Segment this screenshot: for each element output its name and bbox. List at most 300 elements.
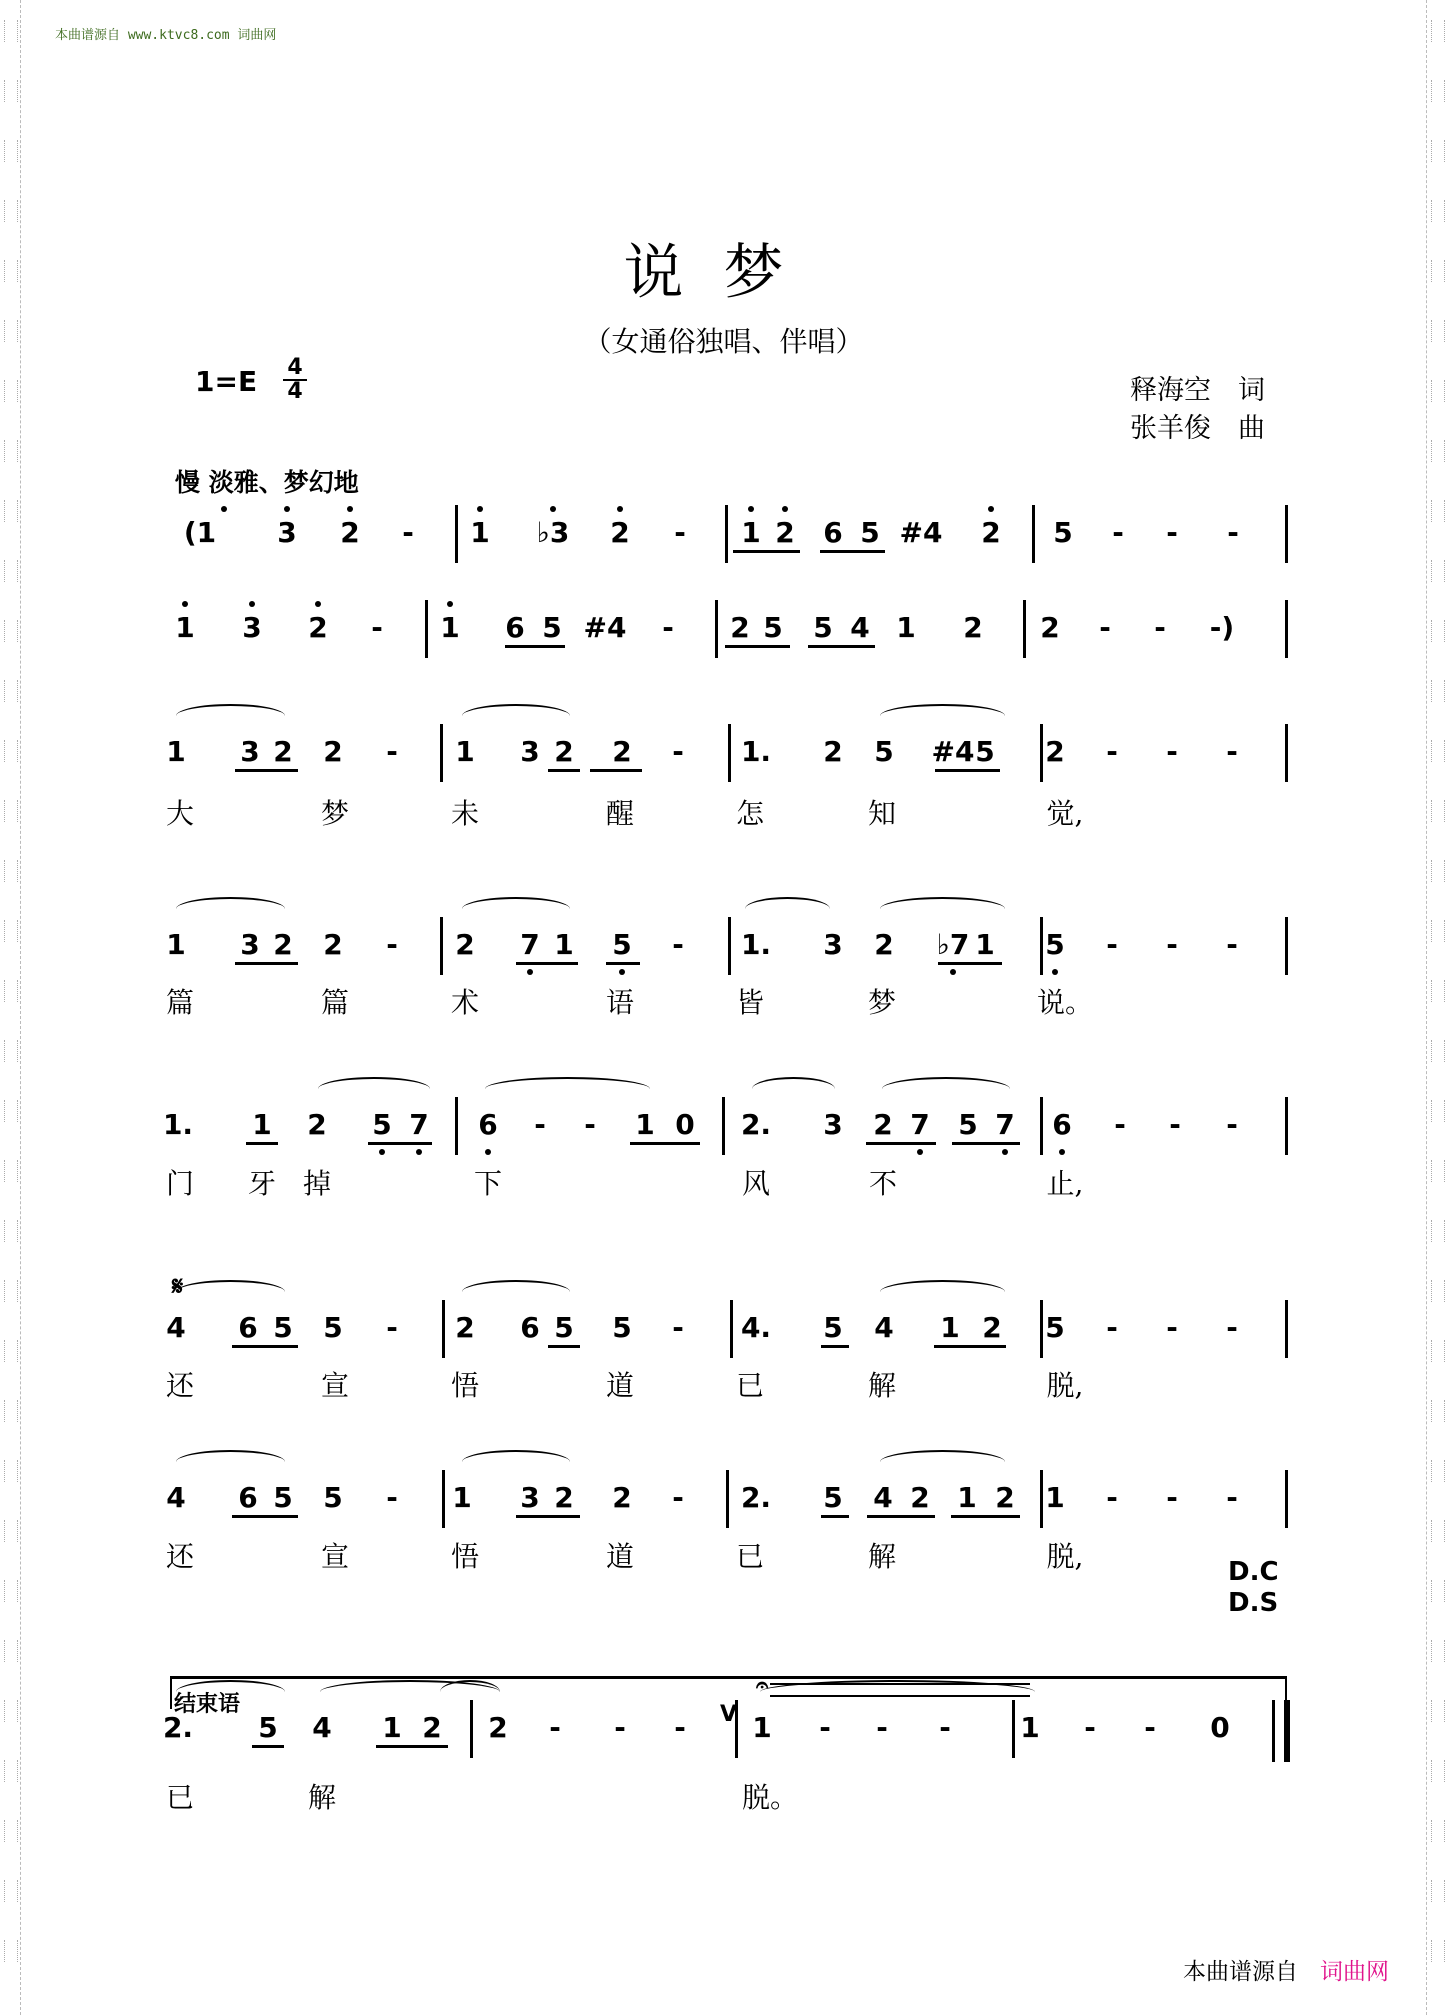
- key-signature: 1=E: [195, 365, 258, 398]
- fermata-sign: 𝄐: [756, 1673, 769, 1698]
- eighth-underline: [232, 1345, 298, 1348]
- lyric: 觉,: [1046, 797, 1084, 830]
- song-subtitle: （女通俗独唱、伴唱）: [583, 325, 864, 358]
- eighth-underline: [867, 1515, 935, 1518]
- note: 5: [542, 611, 562, 644]
- note: 5: [273, 1481, 293, 1514]
- lyric: 宣: [320, 1540, 350, 1573]
- note: 1: [175, 611, 195, 644]
- segno-sign: 𝄋: [172, 1272, 184, 1302]
- octave-dot-high: [782, 506, 788, 512]
- octave-dot-high: [284, 506, 290, 512]
- lyric: 还: [165, 1540, 195, 1573]
- lyric: 已: [735, 1369, 765, 1402]
- note: 2: [323, 735, 343, 768]
- note: 1: [440, 611, 460, 644]
- eighth-underline: [246, 1142, 278, 1145]
- note: 5: [975, 735, 995, 768]
- barline: [1285, 1300, 1288, 1358]
- note: 2: [273, 735, 293, 768]
- slur: [485, 1077, 650, 1101]
- note: -: [402, 516, 414, 549]
- note: ♭7: [936, 928, 970, 961]
- note: 2: [273, 928, 293, 961]
- eighth-underline: [548, 1345, 580, 1348]
- eighth-underline: [232, 1515, 298, 1518]
- octave-dot-low: [1052, 969, 1058, 975]
- note: -): [1209, 611, 1235, 644]
- lyric: 大: [165, 797, 195, 830]
- dc-marking: D.C: [1228, 1557, 1279, 1587]
- octave-dot-low: [379, 1149, 385, 1155]
- note: -: [1169, 1108, 1181, 1141]
- barline: [1040, 1470, 1043, 1528]
- barline: [1285, 505, 1288, 563]
- note: 1.: [740, 928, 772, 961]
- note: 1: [752, 1711, 772, 1744]
- eighth-underline: [235, 769, 298, 772]
- slur: [880, 704, 1005, 728]
- lyric: 术: [450, 986, 480, 1019]
- note: 2.: [740, 1481, 772, 1514]
- note: 5: [823, 1311, 843, 1344]
- barline: [455, 1097, 458, 1155]
- note: 5: [1045, 1311, 1065, 1344]
- note: 2: [612, 1481, 632, 1514]
- octave-dot-high: [988, 506, 994, 512]
- note: 5: [958, 1108, 978, 1141]
- song-title: 说梦: [623, 238, 824, 308]
- note: -: [1166, 516, 1178, 549]
- note: 1: [940, 1311, 960, 1344]
- note: 6: [1052, 1108, 1072, 1141]
- barline: [715, 600, 718, 658]
- note: 4: [850, 611, 870, 644]
- octave-dot-high: [182, 601, 188, 607]
- lyric: 篇: [320, 986, 350, 1019]
- note: 4: [873, 1481, 893, 1514]
- octave-dot-high: [477, 506, 483, 512]
- eighth-underline: [548, 769, 580, 772]
- lyric: 还: [165, 1369, 195, 1402]
- octave-dot-low: [1002, 1149, 1008, 1155]
- note: -: [1106, 735, 1118, 768]
- octave-dot-low: [917, 1149, 923, 1155]
- note: -: [386, 1481, 398, 1514]
- note: -: [1154, 611, 1166, 644]
- barline: [440, 724, 443, 782]
- breath-mark: V: [720, 1702, 738, 1727]
- eighth-underline: [368, 1142, 432, 1145]
- note: 2: [981, 516, 1001, 549]
- note: -: [1226, 1311, 1238, 1344]
- note: 4: [874, 1311, 894, 1344]
- note: 7: [910, 1108, 930, 1141]
- barline: [1023, 600, 1026, 658]
- note: 2: [308, 611, 328, 644]
- lyric: 道: [605, 1369, 635, 1402]
- eighth-underline: [516, 1515, 580, 1518]
- barline: [1285, 1097, 1288, 1155]
- note: -: [386, 928, 398, 961]
- note: -: [549, 1711, 561, 1744]
- barline: [1285, 917, 1288, 975]
- note: -: [1106, 1311, 1118, 1344]
- note: 2: [340, 516, 360, 549]
- note: 1: [635, 1108, 655, 1141]
- slur: [462, 1450, 570, 1474]
- barline: [728, 917, 731, 975]
- eighth-underline: [252, 1745, 284, 1748]
- slur: [176, 704, 285, 728]
- note: 6: [238, 1481, 258, 1514]
- slur: [462, 897, 570, 921]
- lyric: 解: [867, 1540, 897, 1573]
- note: 2: [730, 611, 750, 644]
- note: 2: [1045, 735, 1065, 768]
- note: #4: [931, 735, 975, 768]
- lyric: 门: [165, 1167, 195, 1200]
- note: 3: [240, 928, 260, 961]
- lyric: 悟: [450, 1369, 480, 1402]
- note: 1: [741, 516, 761, 549]
- octave-dot-low: [485, 1149, 491, 1155]
- note: 2.: [162, 1711, 194, 1744]
- lyric: 醒: [605, 797, 635, 830]
- note: 2: [610, 516, 630, 549]
- lyric: 说。: [1036, 986, 1094, 1019]
- note: (1: [183, 516, 217, 549]
- note: 7: [520, 928, 540, 961]
- note: 5: [823, 1481, 843, 1514]
- slur: [882, 1077, 1010, 1101]
- barline: [725, 505, 728, 563]
- note: -: [1106, 928, 1118, 961]
- lyric: 知: [867, 797, 897, 830]
- note: -: [672, 1481, 684, 1514]
- eighth-underline: [376, 1745, 448, 1748]
- note: 3: [242, 611, 262, 644]
- tempo-marking: 慢 淡雅、梦幻地: [175, 468, 359, 497]
- note: 3: [823, 928, 843, 961]
- note: 2: [874, 928, 894, 961]
- note: 2: [323, 928, 343, 961]
- note: 5: [323, 1311, 343, 1344]
- note: 5: [323, 1481, 343, 1514]
- note: 2: [455, 928, 475, 961]
- note: 0: [1210, 1711, 1230, 1744]
- note: 3: [277, 516, 297, 549]
- octave-dot-high: [550, 506, 556, 512]
- slur: [880, 897, 1005, 921]
- note: -: [1166, 1311, 1178, 1344]
- note: -: [1226, 1108, 1238, 1141]
- note: -: [371, 611, 383, 644]
- eighth-underline: [821, 1345, 849, 1348]
- note: 3: [520, 1481, 540, 1514]
- note: -: [1114, 1108, 1126, 1141]
- note: 2: [554, 735, 574, 768]
- note: -: [876, 1711, 888, 1744]
- note: 2: [775, 516, 795, 549]
- note: 2: [455, 1311, 475, 1344]
- note: -: [1226, 928, 1238, 961]
- barline: [442, 1470, 445, 1528]
- barline: [1285, 1470, 1288, 1528]
- note: 6: [823, 516, 843, 549]
- note: 7: [995, 1108, 1015, 1141]
- note: 3: [520, 735, 540, 768]
- footer-site-link[interactable]: 词曲网: [1320, 1959, 1389, 1985]
- note: 6: [505, 611, 525, 644]
- note: 2.: [740, 1108, 772, 1141]
- note: -: [1227, 516, 1239, 549]
- octave-dot-high: [447, 601, 453, 607]
- note: -: [1144, 1711, 1156, 1744]
- barline: [1285, 600, 1288, 658]
- note: 1: [896, 611, 916, 644]
- lyric: 怎: [735, 797, 765, 830]
- eighth-underline: [733, 550, 800, 553]
- lyric: 未: [450, 797, 480, 830]
- lyric: 梦: [867, 986, 897, 1019]
- lyric: 风: [741, 1167, 771, 1200]
- barline: [722, 1097, 725, 1155]
- time-signature-bottom: 4: [283, 379, 307, 403]
- octave-dot-low: [619, 969, 625, 975]
- lyric: 不: [868, 1167, 898, 1200]
- note: 5: [554, 1311, 574, 1344]
- eighth-underline: [938, 962, 1002, 965]
- note: 5: [860, 516, 880, 549]
- note: -: [386, 1311, 398, 1344]
- slur: [880, 1280, 1005, 1304]
- note: #4: [583, 611, 627, 644]
- slur: [752, 1077, 835, 1101]
- note: 1: [1020, 1711, 1040, 1744]
- eighth-underline: [951, 1515, 1020, 1518]
- eighth-underline: [505, 645, 565, 648]
- note: 1: [975, 928, 995, 961]
- note: 4: [166, 1311, 186, 1344]
- eighth-underline: [808, 645, 875, 648]
- note: ♭3: [536, 516, 570, 549]
- note: -: [386, 735, 398, 768]
- eighth-underline: [590, 769, 610, 772]
- octave-dot-high: [617, 506, 623, 512]
- note: 1: [957, 1481, 977, 1514]
- note: 1: [382, 1711, 402, 1744]
- barline: [1032, 505, 1035, 563]
- lyric: 解: [867, 1369, 897, 1402]
- barline: [1285, 724, 1288, 782]
- note: -: [584, 1108, 596, 1141]
- note: 1: [452, 1481, 472, 1514]
- note: 2: [982, 1311, 1002, 1344]
- note: 2: [422, 1711, 442, 1744]
- composer-credit: 张羊俊 曲: [1130, 413, 1265, 444]
- note: 1: [166, 735, 186, 768]
- note: -: [662, 611, 674, 644]
- lyric: 宣: [320, 1369, 350, 1402]
- note: -: [1166, 928, 1178, 961]
- octave-dot-high: [748, 506, 754, 512]
- note: 1: [1045, 1481, 1065, 1514]
- eighth-underline: [866, 1142, 936, 1145]
- note: 5: [874, 735, 894, 768]
- note: 4.: [740, 1311, 772, 1344]
- note: -: [1084, 1711, 1096, 1744]
- lyricist-credit: 释海空 词: [1130, 375, 1265, 406]
- note: -: [672, 928, 684, 961]
- eighth-underline: [821, 1515, 849, 1518]
- note: -: [614, 1711, 626, 1744]
- lyric: 悟: [450, 1540, 480, 1573]
- note: 5: [1045, 928, 1065, 961]
- time-signature-top: 4: [287, 355, 303, 380]
- eighth-underline: [606, 962, 640, 965]
- lyric: 已: [165, 1781, 195, 1814]
- ending-bracket: [170, 1676, 1287, 1709]
- slur: [176, 897, 285, 921]
- note: 2: [307, 1108, 327, 1141]
- note: 1: [470, 516, 490, 549]
- lyric: 掉: [302, 1167, 332, 1200]
- eighth-underline: [820, 550, 885, 553]
- note: -: [939, 1711, 951, 1744]
- note: 1: [455, 735, 475, 768]
- note: 2: [873, 1108, 893, 1141]
- coda-label: 结束语: [174, 1692, 241, 1717]
- note: 5: [372, 1108, 392, 1141]
- eighth-underline: [935, 769, 1000, 772]
- note: -: [674, 516, 686, 549]
- octave-dot-low: [527, 969, 533, 975]
- note: 7: [409, 1108, 429, 1141]
- octave-dot-high: [221, 506, 227, 512]
- sustain-line: [770, 1683, 1030, 1697]
- octave-dot-high: [249, 601, 255, 607]
- note: 3: [240, 735, 260, 768]
- barline: [440, 917, 443, 975]
- note: 5: [273, 1311, 293, 1344]
- note: 5: [763, 611, 783, 644]
- note: 2: [612, 735, 632, 768]
- note: 1.: [162, 1108, 194, 1141]
- eighth-underline: [630, 1142, 700, 1145]
- slur: [745, 897, 830, 921]
- ds-marking: D.S: [1228, 1588, 1279, 1618]
- note: -: [1226, 735, 1238, 768]
- lyric: 止,: [1046, 1167, 1084, 1200]
- note: -: [1226, 1481, 1238, 1514]
- lyric: 脱。: [741, 1781, 799, 1814]
- barline: [455, 505, 458, 563]
- note: 5: [1053, 516, 1073, 549]
- lyric: 篇: [165, 986, 195, 1019]
- note: -: [674, 1711, 686, 1744]
- lyric: 脱,: [1046, 1540, 1084, 1573]
- barline: [726, 1470, 729, 1528]
- note: 5: [612, 1311, 632, 1344]
- barline: [1040, 917, 1043, 975]
- note: 5: [813, 611, 833, 644]
- barline: [1040, 1300, 1043, 1358]
- header-source-text: 本曲谱源自 www.ktvc8.com 词曲网: [55, 28, 277, 43]
- note: #4: [899, 516, 943, 549]
- barline: [730, 1300, 733, 1358]
- barline: [442, 1300, 445, 1358]
- note: 2: [488, 1711, 508, 1744]
- octave-dot-high: [315, 601, 321, 607]
- note: 6: [238, 1311, 258, 1344]
- note: 2: [823, 735, 843, 768]
- lyric: 脱,: [1046, 1369, 1084, 1402]
- note: 1: [554, 928, 574, 961]
- note: -: [1112, 516, 1124, 549]
- lyric: 已: [735, 1540, 765, 1573]
- lyric: 牙: [247, 1167, 277, 1200]
- note: 1.: [740, 735, 772, 768]
- lyric: 解: [307, 1781, 337, 1814]
- lyric: 皆: [735, 986, 765, 1019]
- note: 0: [675, 1108, 695, 1141]
- eighth-underline: [934, 1345, 1006, 1348]
- octave-dot-low: [950, 969, 956, 975]
- lyric: 梦: [320, 797, 350, 830]
- note: 1: [252, 1108, 272, 1141]
- note: -: [534, 1108, 546, 1141]
- lyric: 下: [473, 1167, 503, 1200]
- note: -: [1099, 611, 1111, 644]
- lyric: 道: [605, 1540, 635, 1573]
- barline: [1040, 1097, 1043, 1155]
- note: 2: [554, 1481, 574, 1514]
- note: -: [672, 735, 684, 768]
- barline: [1040, 724, 1043, 782]
- note: 1: [166, 928, 186, 961]
- slur: [176, 1280, 285, 1304]
- note: 2: [910, 1481, 930, 1514]
- note: -: [819, 1711, 831, 1744]
- octave-dot-high: [347, 506, 353, 512]
- slur: [462, 1280, 570, 1304]
- eighth-underline: [516, 962, 578, 965]
- note: 4: [312, 1711, 332, 1744]
- barline: [425, 600, 428, 658]
- note: 5: [258, 1711, 278, 1744]
- note: -: [672, 1311, 684, 1344]
- slur: [318, 1077, 430, 1101]
- note: 3: [823, 1108, 843, 1141]
- eighth-underline: [952, 1142, 1020, 1145]
- octave-dot-low: [416, 1149, 422, 1155]
- lyric: 语: [605, 986, 635, 1019]
- footer-source-label: 本曲谱源自: [1183, 1959, 1298, 1985]
- note: 6: [478, 1108, 498, 1141]
- note: 2: [995, 1481, 1015, 1514]
- note: 5: [612, 928, 632, 961]
- final-barline: [1272, 1700, 1290, 1762]
- note: 2: [963, 611, 983, 644]
- note: 6: [520, 1311, 540, 1344]
- octave-dot-low: [1059, 1149, 1065, 1155]
- eighth-underline: [725, 645, 790, 648]
- note: 2: [1040, 611, 1060, 644]
- slur: [462, 704, 570, 728]
- barline: [728, 724, 731, 782]
- eighth-underline: [235, 962, 298, 965]
